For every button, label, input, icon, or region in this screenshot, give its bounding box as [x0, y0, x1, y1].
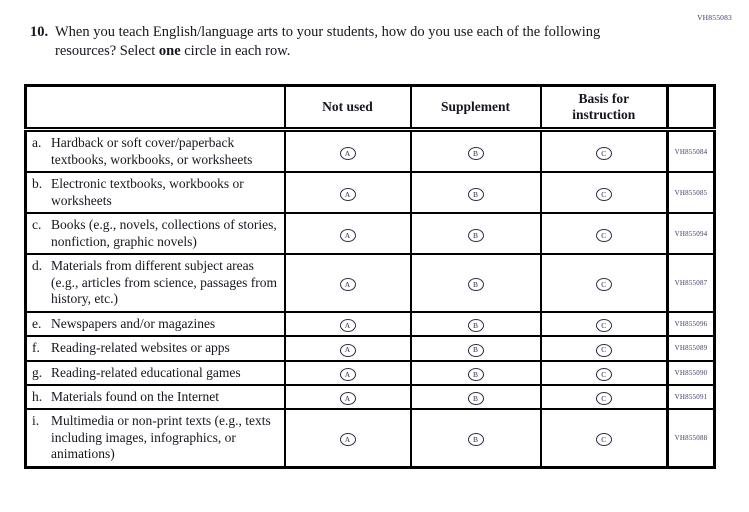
col-header-empty-code [668, 86, 715, 130]
bubble-supplement[interactable]: B [468, 392, 484, 405]
bubble-basis-for-instruction[interactable]: C [596, 368, 612, 381]
row-label: Multimedia or non-print texts (e.g., texts including images, infographics, or animations) [51, 413, 271, 462]
table-row [26, 130, 715, 172]
table-row [26, 385, 715, 409]
bubble-not-used[interactable]: A [340, 319, 356, 332]
basis-for-instruction-cell [541, 385, 668, 409]
not-used-cell [285, 361, 411, 385]
row-label: Materials found on the Internet [51, 389, 219, 404]
basis-for-instruction-cell [541, 361, 668, 385]
row-code: VH855085 [668, 172, 715, 213]
row-letter: i. [32, 413, 40, 429]
page-code: VH855083 [697, 13, 732, 22]
question-text-before: When you teach English/language arts to your students, how do you use each of the following resources? Select [55, 24, 601, 59]
basis-for-instruction-cell [541, 130, 668, 172]
row-letter: f. [32, 340, 40, 356]
bubble-basis-for-instruction[interactable]: C [596, 433, 612, 446]
resource-label-cell [26, 172, 285, 213]
bubble-not-used[interactable]: A [340, 278, 356, 291]
basis-for-instruction-cell [541, 336, 668, 360]
not-used-cell [285, 213, 411, 254]
resource-label-cell [26, 213, 285, 254]
not-used-cell [285, 336, 411, 360]
bubble-basis-for-instruction[interactable]: C [596, 147, 612, 160]
row-letter: e. [32, 315, 42, 331]
row-code: VH855090 [668, 361, 715, 385]
resource-label-cell [26, 361, 285, 385]
bubble-supplement[interactable]: B [468, 344, 484, 357]
supplement-cell [411, 130, 541, 172]
row-code: VH855087 [668, 254, 715, 311]
supplement-cell [411, 312, 541, 336]
question-block [30, 23, 615, 61]
bubble-supplement[interactable]: B [468, 147, 484, 160]
row-label: Electronic textbooks, workbooks or worksheets [51, 176, 244, 208]
row-label: Materials from different subject areas (e.g., articles from science, passages from history, etc.) [51, 258, 278, 307]
bubble-supplement[interactable]: B [468, 188, 484, 201]
bubble-basis-for-instruction[interactable]: C [596, 229, 612, 242]
row-code: VH855088 [668, 409, 715, 467]
bubble-supplement[interactable]: B [468, 368, 484, 381]
table-row [26, 213, 715, 254]
row-label: Hardback or soft cover/paperback textbooks, workbooks, or worksheets [51, 135, 253, 167]
col-header-not-used: Not used [285, 86, 411, 130]
row-letter: h. [32, 389, 43, 404]
row-letter: d. [32, 258, 43, 274]
bubble-not-used[interactable]: A [340, 188, 356, 201]
header-row [26, 86, 715, 130]
question-text-after: circle in each row. [180, 42, 291, 59]
resource-label-cell [26, 130, 285, 172]
supplement-cell [411, 172, 541, 213]
table-row [26, 172, 715, 213]
bubble-not-used[interactable]: A [340, 368, 356, 381]
bubble-not-used[interactable]: A [340, 344, 356, 357]
bubble-basis-for-instruction[interactable]: C [596, 392, 612, 405]
table-row [26, 312, 715, 336]
row-code: VH855089 [668, 336, 715, 360]
col-header-basis-for-instruction: Basis for instruction [541, 86, 668, 130]
question-number: 10. [30, 24, 49, 40]
basis-for-instruction-cell [541, 409, 668, 467]
resource-label-cell [26, 385, 285, 409]
basis-for-instruction-cell [541, 213, 668, 254]
table-row [26, 409, 715, 467]
bubble-basis-for-instruction[interactable]: C [596, 188, 612, 201]
question-bold-word: one [158, 42, 181, 59]
basis-for-instruction-cell [541, 172, 668, 213]
not-used-cell [285, 172, 411, 213]
bubble-supplement[interactable]: B [468, 229, 484, 242]
not-used-cell [285, 254, 411, 311]
row-code: VH855096 [668, 312, 715, 336]
bubble-not-used[interactable]: A [340, 147, 356, 160]
row-code: VH855091 [668, 385, 715, 409]
resource-label-cell [26, 336, 285, 360]
resource-label-cell [26, 312, 285, 336]
row-label: Books (e.g., novels, collections of stories, nonfiction, graphic novels) [51, 217, 277, 249]
supplement-cell [411, 254, 541, 311]
supplement-cell [411, 409, 541, 467]
resource-label-cell [26, 409, 285, 467]
bubble-basis-for-instruction[interactable]: C [596, 278, 612, 291]
table-row [26, 254, 715, 311]
row-letter: b. [32, 176, 43, 192]
row-label: Reading-related educational games [51, 364, 241, 380]
basis-for-instruction-cell [541, 312, 668, 336]
table-row [26, 361, 715, 385]
supplement-cell [411, 336, 541, 360]
supplement-cell [411, 385, 541, 409]
resource-table-body [26, 130, 715, 468]
row-letter: g. [32, 364, 43, 380]
col-header-supplement: Supplement [411, 86, 541, 130]
row-letter: c. [32, 217, 42, 233]
not-used-cell [285, 409, 411, 467]
supplement-cell [411, 361, 541, 385]
bubble-supplement[interactable]: B [468, 278, 484, 291]
question-text [55, 23, 615, 61]
row-label: Newspapers and/or magazines [51, 315, 216, 331]
supplement-cell [411, 213, 541, 254]
resource-label-cell [26, 254, 285, 311]
not-used-cell [285, 130, 411, 172]
bubble-supplement[interactable]: B [468, 319, 484, 332]
bubble-basis-for-instruction[interactable]: C [596, 344, 612, 357]
basis-for-instruction-cell [541, 254, 668, 311]
table-row [26, 336, 715, 360]
not-used-cell [285, 385, 411, 409]
row-label: Reading-related websites or apps [51, 340, 230, 356]
row-letter: a. [32, 135, 42, 151]
resource-usage-table [24, 84, 716, 469]
row-code: VH855084 [668, 130, 715, 172]
bubble-basis-for-instruction[interactable]: C [596, 319, 612, 332]
bubble-supplement[interactable]: B [468, 433, 484, 446]
col-header-empty-label [26, 86, 285, 130]
not-used-cell [285, 312, 411, 336]
bubble-not-used[interactable]: A [340, 392, 356, 405]
bubble-not-used[interactable]: A [340, 229, 356, 242]
bubble-not-used[interactable]: A [340, 433, 356, 446]
row-code: VH855094 [668, 213, 715, 254]
